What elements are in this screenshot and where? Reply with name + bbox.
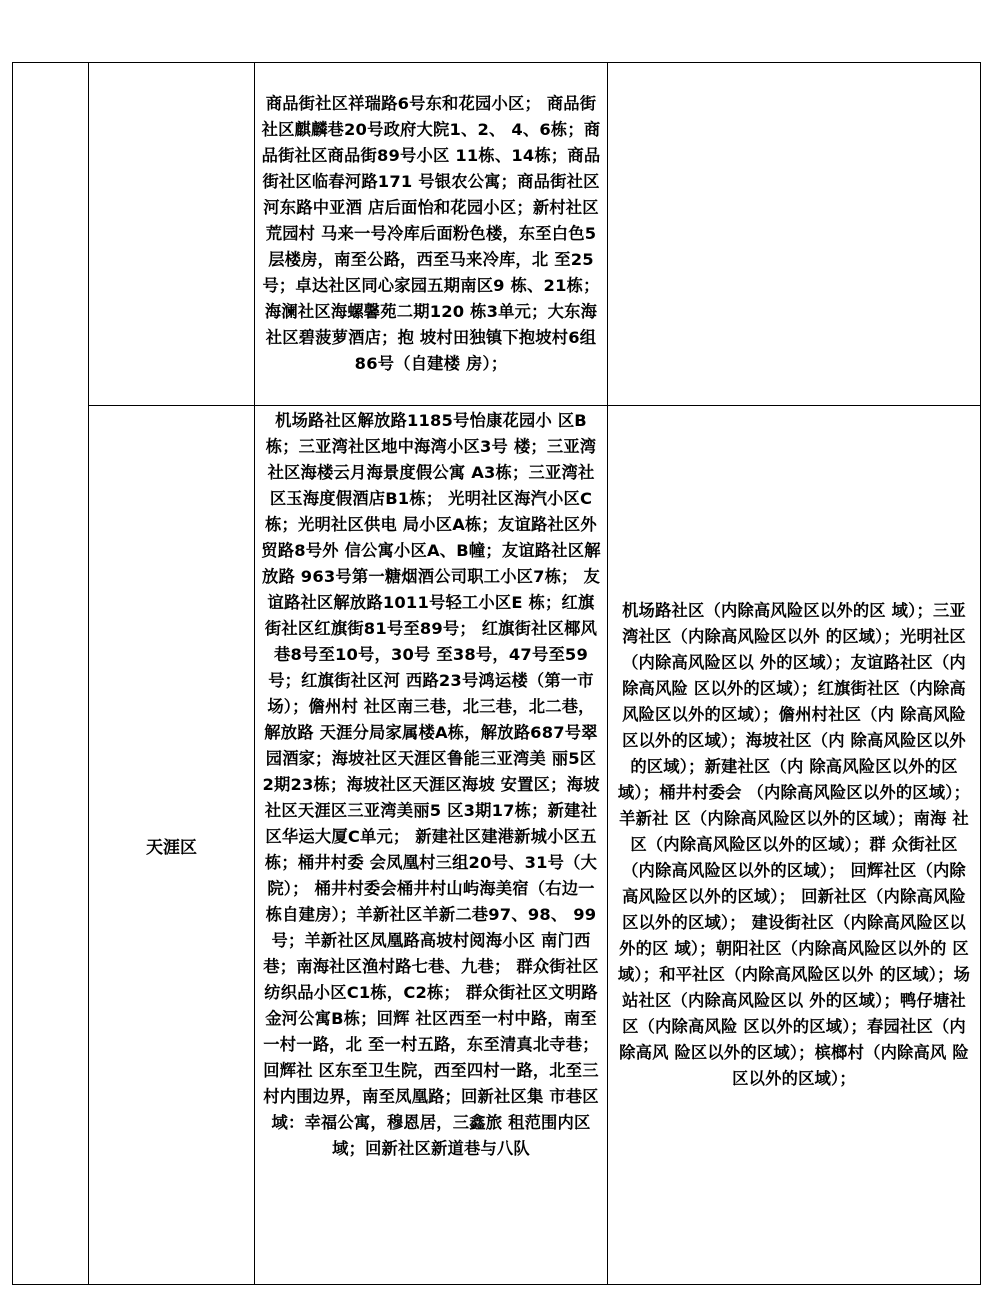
district-cell-empty xyxy=(89,63,255,406)
district-cell: 天涯区 xyxy=(89,406,255,1285)
medium-risk-text: 商品街社区祥瑞路6号东和花园小区； 商品街社区麒麟巷20号政府大院1、2、 4、6栋；商品街社区商品街89号小区 11栋、14栋；商品街社区临春河路171 号银农公寓；商品街社区河东路中亚酒 店后面怡和花园小区；新村社区荒园村 马来一号冷库后面粉色楼，东至白色5 层楼房，南至公路，西至马来冷库，北 至25号；卓达社区同心家园五期南区9 栋、21栋；海澜社区海螺馨苑二期120 栋3单元；大东海社区碧菠萝酒店；抱 坡村田独镇下抱坡村6组86号（自建楼 房）； xyxy=(261,94,601,373)
medium-risk-cell xyxy=(255,63,608,406)
low-risk-cell xyxy=(608,406,981,1285)
risk-area-table xyxy=(12,62,981,1285)
low-risk-cell-empty xyxy=(608,63,981,406)
medium-risk-cell xyxy=(255,406,608,1285)
table-row xyxy=(13,63,981,406)
medium-risk-text: 机场路社区解放路1185号怡康花园小 区B栋；三亚湾社区地中海湾小区3号 楼；三亚湾社区海楼云月海景度假公寓 A3栋；三亚湾社区玉海度假酒店B1栋； 光明社区海汽小区C栋；光明社区供电 局小区A栋；友谊路社区外贸路8号外 信公寓小区A、B幢；友谊路社区解放路 963号第一糖烟酒公司职工小区7栋； 友谊路社区解放路1011号轻工小区E 栋；红旗街社区红旗街81号至89号； 红旗街社区椰风巷8号至10号，30号 至38号，47号至59号；红旗街社区河 西路23号鸿运楼（第一市场）；儋州村 社区南三巷，北三巷，北二巷，解放路 天涯分局家属楼A栋，解放路687号翠 园酒家；海坡社区天涯区鲁能三亚湾美 丽5区2期23栋；海坡社区天涯区海坡 安置区；海坡社区天涯区三亚湾美丽5 区3期17栋；新建社区华运大厦C单元； 新建社区建港新城小区五栋；桶井村委 会凤凰村三组20号、31号（大院）； 桶井村委会桶井村山屿海美宿（右边一 栋自建房）；羊新社区羊新二巷97、98、 99号；羊新社区凤凰路高坡村阅海小区 南门西巷；南海社区渔村路七巷、九巷； 群众街社区纺织品小区C1栋，C2栋； 群众街社区文明路金河公寓B栋；回辉 社区西至一村中路，南至一村一路，北 至一村五路，东至清真北寺巷；回辉社 区东至卫生院，西至四村一路，北至三 村内围边界，南至凤凰路；回新社区集 市巷区域：幸福公寓，穆恩居，三鑫旅 租范围内区域；回新社区新道巷与八队 xyxy=(261,411,601,1158)
low-risk-text: 机场路社区（内除高风险区以外的区 域）；三亚湾社区（内除高风险区以外 的区域）；光明社区（内除高风险区以 外的区域）；友谊路社区（内除高风险 区以外的区域）；红旗街社区（内除高 风险区以外的区域）；儋州村社区（内 除高风险区以外的区域）；海坡社区（内 除高风险区以外的区域）；新建社区（内 除高风险区以外的区域）；桶井村委会 （内除高风险区以外的区域）；羊新社 区（内除高风险区以外的区域）；南海 社区（内除高风险区以外的区域）；群 众街社区（内除高风险区以外的区域）； 回辉社区（内除高风险区以外的区域）； 回新社区（内除高风险区以外的区域）； 建设街社区（内除高风险区以外的区 域）；朝阳社区（内除高风险区以外的 区域）；和平社区（内除高风险区以外 的区域）；场站社区（内除高风险区以 外的区域）；鸭仔塘社区（内除高风险 区以外的区域）；春园社区（内除高风 险区以外的区域）；槟榔村（内除高风 险区以外的区域）； xyxy=(617,601,971,1088)
index-cell xyxy=(13,63,89,1285)
table-row xyxy=(13,406,981,1285)
